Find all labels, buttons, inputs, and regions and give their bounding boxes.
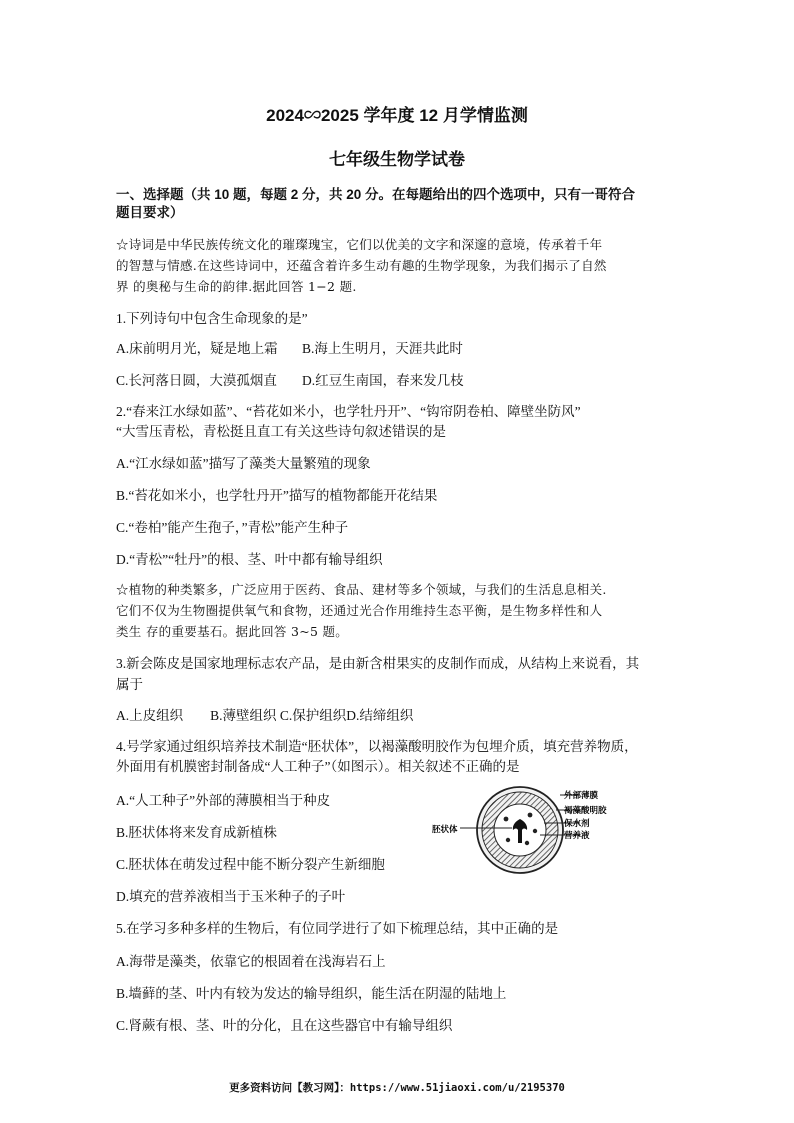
label-water-retainer: 保水剂 xyxy=(564,819,590,829)
q2-option-b: B.“苔花如米小，也学牡丹开”描写的植物都能开花结果 xyxy=(116,488,438,503)
q2-stem-line1: 2.“春来江水绿如蓝”、“苔花如米小，也学牡丹开”、“钩帘阴卷柏、障壁坐防风” xyxy=(116,404,581,419)
q5-option-c: C.肾蕨有根、茎、叶的分化，且在这些器官中有输导组织 xyxy=(116,1018,453,1033)
label-outer-membrane: 外部薄膜 xyxy=(564,791,599,801)
footer-link[interactable]: 更多资料访问【教习网】：https://www.51jiaoxi.com/u/2195370 xyxy=(229,1082,565,1094)
q2-option-d: D.“青松”“牡丹”的根、茎、叶中都有输导组织 xyxy=(116,552,383,567)
q4-stem-line1: 4.号学家通过组织培养技术制造“胚状体”，以褐藻酸明胶作为包埋介质，填充营养物质， xyxy=(116,739,638,754)
q3-options: A.上皮组织 B.薄壁组织 C.保护组织D.结缔组织 xyxy=(116,708,414,723)
q1-option-b: B.海上生明月，天涯共此时 xyxy=(302,341,463,356)
label-embryoid: 胚状体 xyxy=(432,825,458,835)
q4-stem-line2: 外面用有机膜密封制备成“人工种子”（如图示）。相关叙述不正确的是 xyxy=(116,759,520,774)
q2-option-a: A.“江水绿如蓝”描写了藻类大量繁殖的现象 xyxy=(116,456,371,471)
label-alginate: 褐藻酸明胶 xyxy=(564,806,607,816)
q5-stem: 5.在学习多种多样的生物后，有位同学进行了如下梳理总结，其中正确的是 xyxy=(116,921,559,936)
exam-subtitle: 七年级生物学试卷 xyxy=(329,150,465,169)
q4-option-c: C.胚状体在萌发过程中能不断分裂产生新细胞 xyxy=(116,857,385,872)
intro1-line1: ☆诗词是中华民族传统文化的璀璨瑰宝，它们以优美的文字和深邃的意境，传承着千年 xyxy=(116,237,603,252)
q3-stem-line1: 3.新会陈皮是国家地理标志农产品，是由新含柑果实的皮制作而成，从结构上来说看，其 xyxy=(116,656,640,671)
q5-option-b: B.墙藓的茎、叶内有较为发达的输导组织，能生活在阴湿的陆地上 xyxy=(116,986,507,1001)
q4-option-a: A.“人工种子”外部的薄膜相当于种皮 xyxy=(116,793,331,808)
q1-option-a: A.床前明月光，疑是地上霜 xyxy=(116,341,278,356)
label-nutrient: 营养液 xyxy=(564,831,590,841)
intro2-line3: 类生 存的重要基石。据此回答 3~5 题。 xyxy=(116,624,349,639)
q4-option-b: B.胚状体将来发育成新植株 xyxy=(116,825,277,840)
intro2-line2: 它们不仅为生物圈提供氧气和食物，还通过光合作用维持生态平衡，是生物多样性和人 xyxy=(116,603,603,618)
q4-option-d: D.填充的营养液相当于玉米种子的子叶 xyxy=(116,889,346,904)
section-heading: 一、选择题（共 10 题，每题 2 分，共 20 分。在每题给出的四个选项中，只有一哥符合 xyxy=(116,187,636,202)
q3-stem-line2: 属于 xyxy=(116,677,143,692)
q1-option-c: C.长河落日圆，大漠孤烟直 xyxy=(116,373,277,388)
q1-stem: 1.下列诗句中包含生命现象的是” xyxy=(116,311,308,326)
intro2-line1: ☆植物的种类繁多，广泛应用于医药、食品、建材等多个领域，与我们的生活息息相关. xyxy=(116,582,607,597)
q2-stem-line2: “大雪压青松，青松挺且直工有关这些诗句叙述错误的是 xyxy=(116,424,446,439)
exam-title: 2024∽2025 学年度 12 月学情监测 xyxy=(266,106,528,125)
intro1-line3: 界 的奥秘与生命的韵律.据此回答 1−2 题. xyxy=(116,279,357,294)
artificial-seed-figure xyxy=(432,785,612,895)
q5-option-a: A.海带是藻类，依靠它的根固着在浅海岩石上 xyxy=(116,954,386,969)
section-heading-cont: 题目要求） xyxy=(116,205,184,220)
intro1-line2: 的智慧与情感.在这些诗词中，还蕴含着许多生动有趣的生物学现象，为我们揭示了自然 xyxy=(116,258,607,273)
q1-option-d: D.红豆生南国，春来发几枝 xyxy=(302,373,464,388)
q2-option-c: C.“卷柏”能产生孢子，”青松”能产生种子 xyxy=(116,520,349,535)
